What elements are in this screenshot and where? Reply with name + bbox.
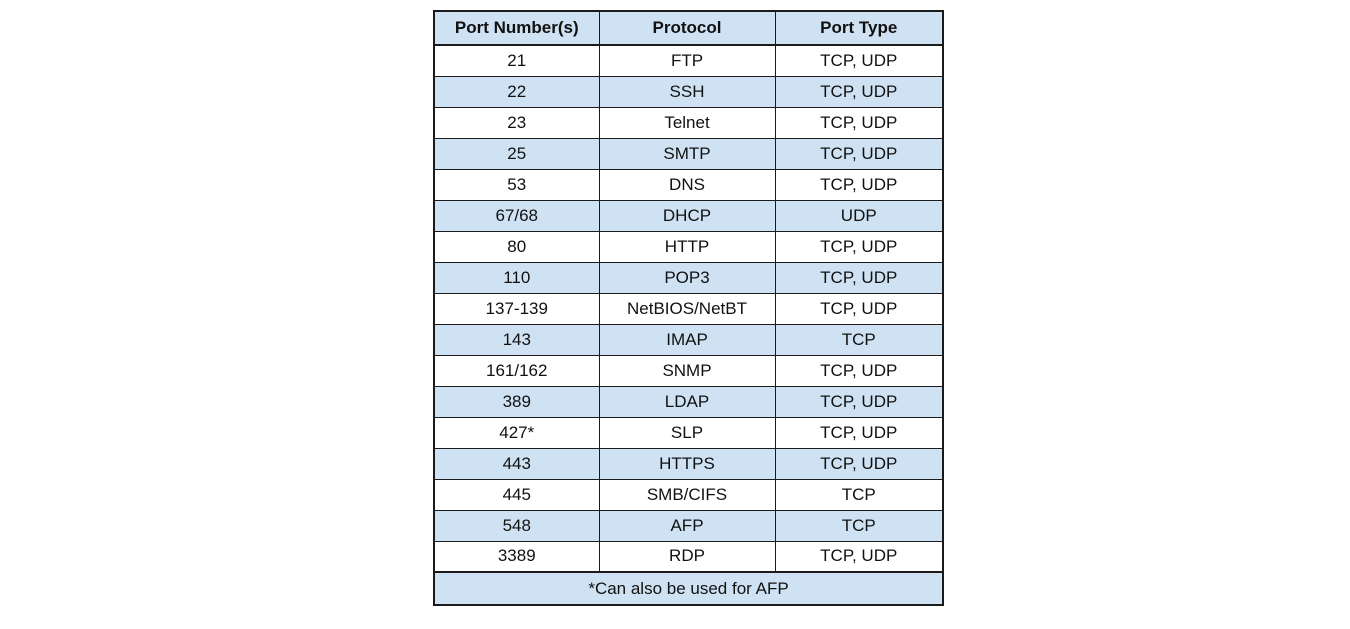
table-row (434, 262, 943, 293)
port-type-cell: TCP, UDP (775, 231, 943, 262)
protocol-cell: Telnet (599, 107, 775, 138)
table-row (434, 107, 943, 138)
port-number-cell: 443 (434, 448, 599, 479)
table-row (434, 200, 943, 231)
table-row (434, 510, 943, 541)
port-type-cell: TCP, UDP (775, 355, 943, 386)
footnote-row (434, 572, 943, 605)
table-row (434, 355, 943, 386)
port-type-cell: TCP (775, 324, 943, 355)
protocol-cell: SMB/CIFS (599, 479, 775, 510)
protocol-cell: SNMP (599, 355, 775, 386)
port-number-cell: 25 (434, 138, 599, 169)
protocol-cell: LDAP (599, 386, 775, 417)
table-row (434, 479, 943, 510)
port-type-cell: TCP, UDP (775, 293, 943, 324)
port-type-cell: TCP (775, 510, 943, 541)
table-row (434, 541, 943, 572)
port-number-cell: 80 (434, 231, 599, 262)
port-number-cell: 23 (434, 107, 599, 138)
port-number-cell: 3389 (434, 541, 599, 572)
port-type-cell: TCP, UDP (775, 107, 943, 138)
port-number-cell: 137-139 (434, 293, 599, 324)
port-type-cell: TCP, UDP (775, 169, 943, 200)
table-row (434, 138, 943, 169)
port-type-cell: TCP, UDP (775, 386, 943, 417)
table-row (434, 231, 943, 262)
port-table (433, 10, 944, 606)
port-table-container (433, 10, 942, 606)
port-number-cell: 389 (434, 386, 599, 417)
footnote-text: *Can also be used for AFP (434, 572, 943, 605)
port-type-cell: TCP, UDP (775, 45, 943, 76)
table-header-row (434, 11, 943, 45)
protocol-cell: DNS (599, 169, 775, 200)
port-number-cell: 21 (434, 45, 599, 76)
protocol-cell: HTTPS (599, 448, 775, 479)
port-number-cell: 110 (434, 262, 599, 293)
port-number-cell: 67/68 (434, 200, 599, 231)
table-row (434, 76, 943, 107)
table-row (434, 293, 943, 324)
port-number-cell: 22 (434, 76, 599, 107)
port-number-cell: 548 (434, 510, 599, 541)
protocol-cell: POP3 (599, 262, 775, 293)
protocol-cell: RDP (599, 541, 775, 572)
table-row (434, 448, 943, 479)
protocol-cell: IMAP (599, 324, 775, 355)
port-type-cell: TCP, UDP (775, 448, 943, 479)
port-number-cell: 161/162 (434, 355, 599, 386)
protocol-cell: FTP (599, 45, 775, 76)
protocol-cell: NetBIOS/NetBT (599, 293, 775, 324)
protocol-cell: SSH (599, 76, 775, 107)
port-type-cell: UDP (775, 200, 943, 231)
table-row (434, 45, 943, 76)
port-type-cell: TCP, UDP (775, 417, 943, 448)
table-row (434, 417, 943, 448)
port-type-cell: TCP, UDP (775, 262, 943, 293)
port-number-cell: 427* (434, 417, 599, 448)
port-number-cell: 53 (434, 169, 599, 200)
port-number-cell: 445 (434, 479, 599, 510)
port-number-cell: 143 (434, 324, 599, 355)
protocol-cell: HTTP (599, 231, 775, 262)
header-port-type: Port Type (775, 11, 943, 45)
protocol-cell: SLP (599, 417, 775, 448)
table-row (434, 169, 943, 200)
port-type-cell: TCP, UDP (775, 138, 943, 169)
table-row (434, 324, 943, 355)
protocol-cell: DHCP (599, 200, 775, 231)
protocol-cell: AFP (599, 510, 775, 541)
protocol-cell: SMTP (599, 138, 775, 169)
port-type-cell: TCP (775, 479, 943, 510)
port-type-cell: TCP, UDP (775, 76, 943, 107)
header-port-numbers: Port Number(s) (434, 11, 599, 45)
header-protocol: Protocol (599, 11, 775, 45)
table-row (434, 386, 943, 417)
port-type-cell: TCP, UDP (775, 541, 943, 572)
